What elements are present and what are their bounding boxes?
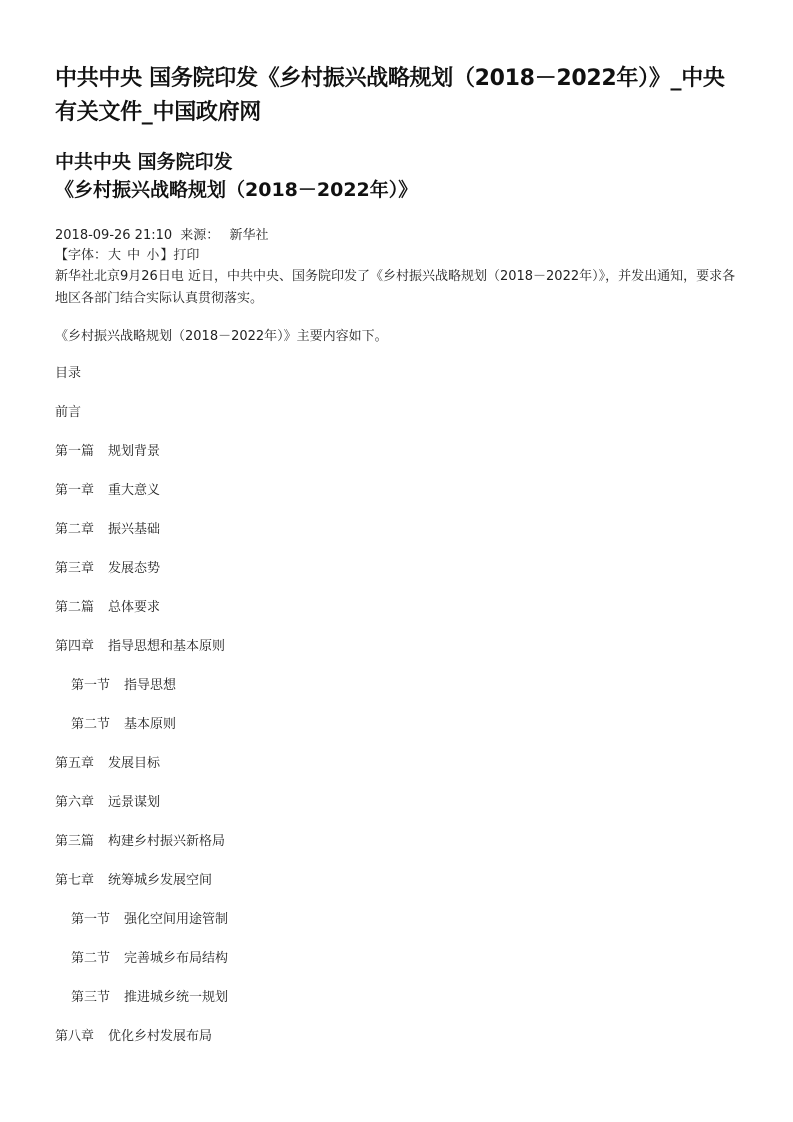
toc-item-title: 总体要求 (108, 600, 161, 615)
font-size-label: 【字体： (55, 248, 108, 263)
toc-item-title: 构建乡村振兴新格局 (108, 834, 226, 849)
toc-item-title: 发展态势 (108, 561, 161, 576)
source-label: 来源： (180, 228, 220, 243)
toc-item-number: 第五章 (55, 756, 95, 771)
toc-item (55, 755, 745, 794)
toc-item-title: 发展目标 (108, 756, 161, 771)
toc-item-number: 第二章 (55, 522, 95, 537)
toc-item-number: 第二节 (71, 717, 111, 732)
toc-item (55, 560, 745, 599)
toc-item-title: 指导思想和基本原则 (108, 639, 226, 654)
toc-item-title: 优化乡村发展布局 (108, 1029, 213, 1044)
toc-item-number: 第七章 (55, 873, 95, 888)
toc-item-number: 第一章 (55, 483, 95, 498)
publish-datetime: 2018-09-26 21:10 (55, 228, 173, 243)
article-meta (55, 226, 745, 246)
print-link[interactable]: 打印 (173, 248, 200, 263)
toc-item-title: 规划背景 (108, 444, 161, 459)
article-title-line1: 中共中央 国务院印发 (55, 151, 233, 173)
article-title-line2: 《乡村振兴战略规划（2018－2022年）》 (55, 179, 418, 201)
toc-item (55, 521, 745, 560)
article-title (55, 148, 745, 204)
toc-item (55, 482, 745, 521)
toc-item-number: 第三章 (55, 561, 95, 576)
toc-item-number: 第八章 (55, 1029, 95, 1044)
font-size-medium-link[interactable]: 中 (127, 248, 141, 263)
toc-item (55, 638, 745, 677)
document-page (55, 62, 745, 1067)
toc-item-title: 推进城乡统一规划 (124, 990, 229, 1005)
toc-item (55, 794, 745, 833)
font-size-large-link[interactable]: 大 (108, 248, 122, 263)
toc-item-number: 前言 (55, 405, 82, 420)
toc-item (55, 365, 745, 404)
font-size-small-link[interactable]: 小 (146, 248, 160, 263)
toc-item (55, 677, 745, 716)
toc-item-number: 第一节 (71, 678, 111, 693)
toc-item-title: 振兴基础 (108, 522, 161, 537)
font-size-controls (55, 246, 745, 266)
toc-item (55, 1028, 745, 1067)
toc-item-number: 第二篇 (55, 600, 95, 615)
source-name: 新华社 (229, 228, 269, 243)
toc-item-title: 基本原则 (124, 717, 177, 732)
page-title: 中共中央 国务院印发《乡村振兴战略规划（2018－2022年）》_中央有关文件_中国政府网 (55, 66, 725, 125)
toc-item-title: 远景谋划 (108, 795, 161, 810)
toc-item-number: 第三篇 (55, 834, 95, 849)
intro-paragraph: 新华社北京9月26日电 近日，中共中央、国务院印发了《乡村振兴战略规划（2018－2022年）》，并发出通知，要求各地区各部门结合实际认真贯彻落实。 (55, 269, 736, 306)
toc-item (55, 599, 745, 638)
toc-item-title: 指导思想 (124, 678, 177, 693)
toc-item-number: 第六章 (55, 795, 95, 810)
toc-item-title: 重大意义 (108, 483, 161, 498)
toc-item (55, 404, 745, 443)
toc-item (55, 911, 745, 950)
toc-item (55, 443, 745, 482)
toc-item (55, 833, 745, 872)
toc-item-title: 强化空间用途管制 (124, 912, 229, 927)
toc-item (55, 950, 745, 989)
toc-item (55, 989, 745, 1028)
toc-item-number: 第一篇 (55, 444, 95, 459)
toc-item-number: 第三节 (71, 990, 111, 1005)
table-of-contents (55, 365, 745, 1067)
summary-paragraph: 《乡村振兴战略规划（2018－2022年）》主要内容如下。 (55, 329, 388, 344)
toc-item-title: 完善城乡布局结构 (124, 951, 229, 966)
toc-item-number: 第四章 (55, 639, 95, 654)
toc-item (55, 872, 745, 911)
font-size-close: 】 (160, 248, 174, 263)
toc-item-number: 目录 (55, 366, 82, 381)
toc-item-number: 第一节 (71, 912, 111, 927)
toc-item-number: 第二节 (71, 951, 111, 966)
toc-item-title: 统筹城乡发展空间 (108, 873, 213, 888)
toc-item (55, 716, 745, 755)
